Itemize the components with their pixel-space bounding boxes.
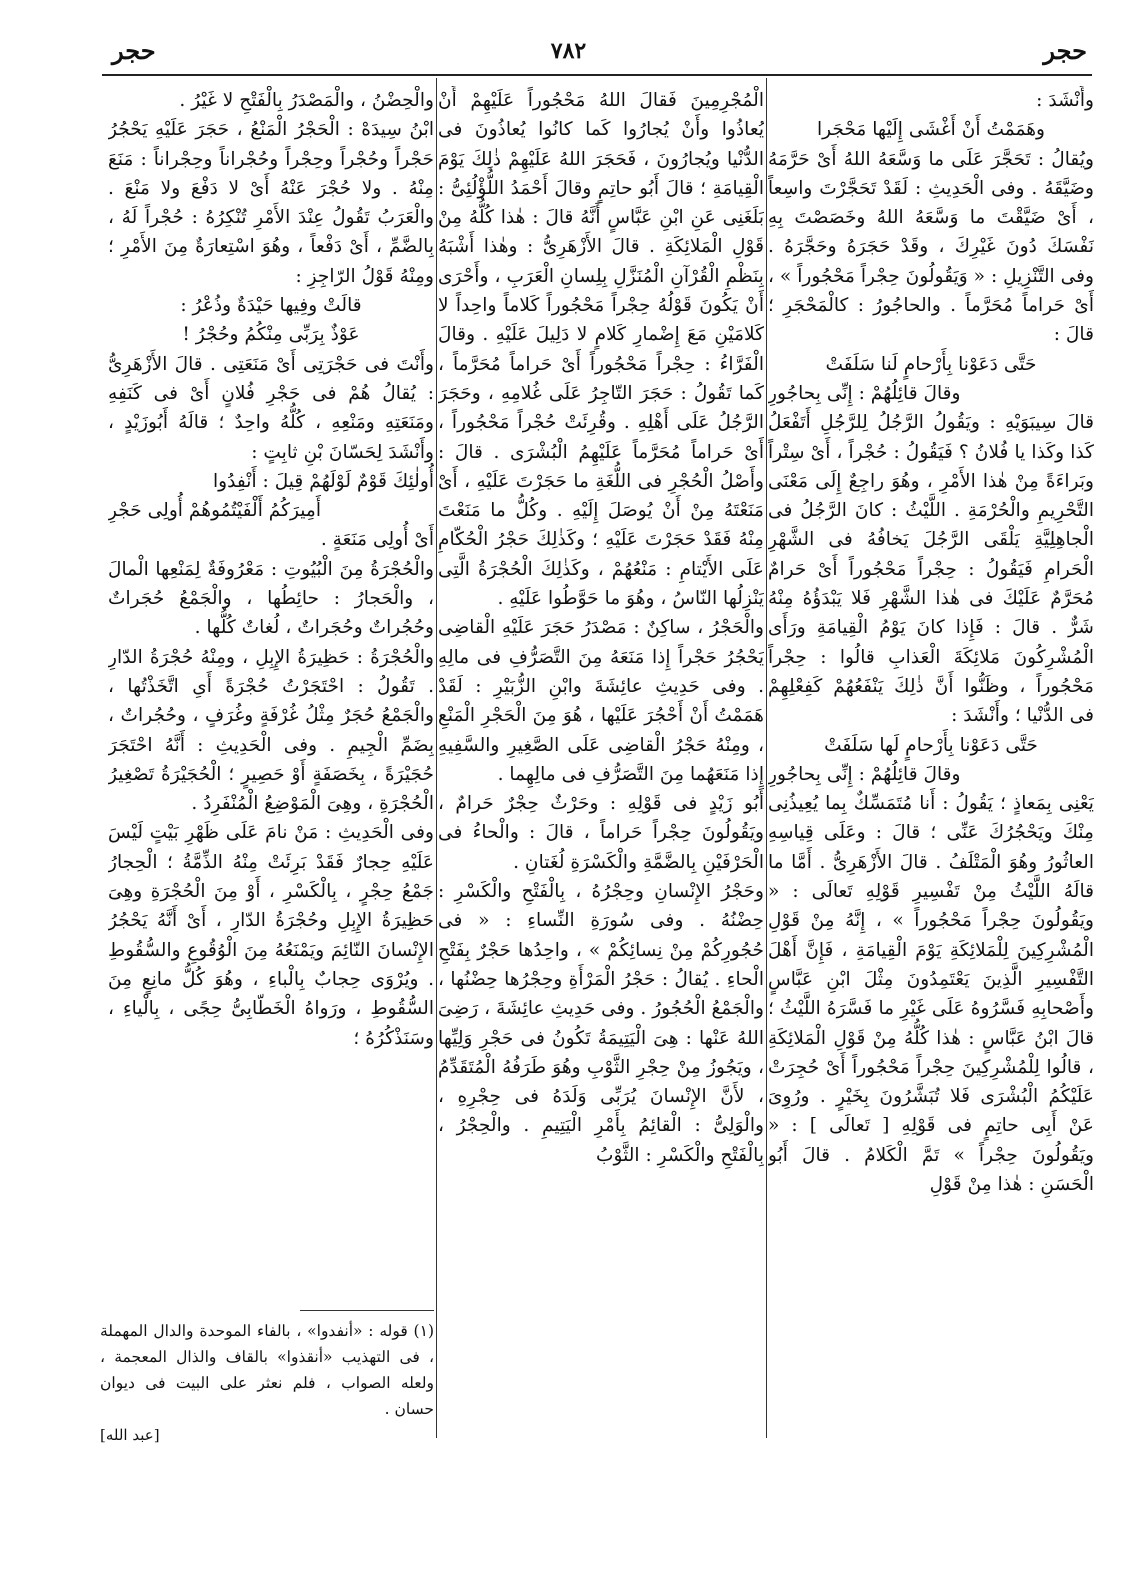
verse-line: وقالَ قائِلُهُمْ : إِنِّى بِحاجُورِ xyxy=(768,382,961,404)
paragraph: وحَجْرُ الإِنْسانِ وحِجْرُهُ ، بِالْفَتْحِ والْكَسْرِ : حِضْنُهُ . وفى سُورَةِ النِّساءِ : « فى حُجُورِكُمْ مِنْ نِسائِكُمْ » ، واحِدُها حَجْرٌ بِفَتْحِ الْحاءِ . يُقالُ : حَجْرُ الْمَرْأَةِ وحِجْرُها حِضْنُها ، والْجَمْعُ الْحُجُورُ . وفى حَدِيثِ عائِشَةَ ، رَضِىَ اللهُ عَنْها : هِىَ الْيَتِيمَةُ تَكُونُ فى حَجْرِ وَلِيِّها ، ويَجُوزُ مِنْ حِجْرِ الثَّوْبِ وهُوَ طَرَفُهُ الْمُتَقَدِّمُ ، لأَنَّ الإِنْسانَ يُرَبِّى وَلَدَهُ فى حِجْرِهِ ، والْوَلِىُّ : الْقائِمُ بِأَمْرِ الْيَتِيمِ . والْحِجْرُ ، بِالْفَتْحِ والْكَسْرِ : الثَّوْبُ xyxy=(438,881,764,1166)
verse-line: حَتَّى دَعَوْنا بِأَرْحامٍ لَنا سَلَفَتْ xyxy=(825,353,1037,375)
verse-line: وقالَ قائِلُهُمْ : إِنِّى بِحاجُورِ xyxy=(768,763,961,785)
paragraph: والْحُجْرَةُ : حَظِيرَةُ الإِبِلِ ، ومِنْهُ حُجْرَةُ الدّارِ . تَقُولُ : احْتَجَرْتُ حُجْرَةً أَىِ اتَّخَذْتُها ، والْجَمْعُ حُجَرٌ مِثْلُ غُرْفَةٍ وغُرَفٍ ، وحُجُراتٌ ، بِضَمِّ الْجِيمِ . وفى الْحَدِيثِ : أَنَّهُ احْتَجَرَ حُجَيْرَةً ، بِخَصَفَةٍ أَوْ حَصِيرٍ ؛ الْحُجَيْرَةُ تَصْغِيرُ الْحُجْرَةِ ، وهِىَ الْمَوْضِعُ الْمُنْفَرِدُ . xyxy=(108,646,434,815)
paragraph: يَعْنِى بِمَعاذٍ ؛ يَقُولُ : أَنا مُتَمَسِّكٌ بِما يُعِيذُنِى مِنْكَ ويَحْجُرُكَ عَنِّى ؛ قالَ : وعَلَى قِياسِهِ العاثُورُ وهُوَ الْمَتْلَفُ . قالَ الأَزْهَرِىُّ . أَمَّا ما قالَهُ اللَّيْثُ مِنْ تَفْسِيرِ قَوْلِهِ تَعالَى : « ويَقُولُونَ حِجْراً مَحْجُوراً » ، إِنَّهُ مِنْ قَوْلِ الْمُشْرِكِينَ لِلْمَلائِكَةِ يَوْمَ الْقِيامَةِ ، فَإِنَّ أَهْلَ التَّفْسِيرِ الَّذِينَ يَعْتَمِدُونَ مِثْلَ ابْنِ عَبَّاسٍ وأَصْحابِهِ فَسَّرُوهُ عَلَى غَيْرِ ما فَسَّرَهُ اللَّيْثُ ؛ قالَ ابْنُ عَبَّاسٍ : هٰذا كُلُّهُ مِنْ قَوْلِ الْمَلائِكَةِ ، قالُوا لِلْمُشْرِكِينَ حِجْراً مَحْجُوراً أَىْ حُجِرَتْ عَلَيْكُمُ الْبُشْرَى فَلا تُبَشَّرُونَ بِخَيْرٍ . ورُوِىَ عَنْ أَبِى حاتِمٍ فى قَوْلِهِ [ تَعالَى ] : « ويَقُولُونَ حِجْراً » تَمَّ الْكَلامُ . قالَ أَبُو الْحَسَنِ : هٰذا مِنْ قَوْلِ xyxy=(768,793,1094,1195)
header-rule xyxy=(102,74,1092,76)
column-divider-right xyxy=(766,78,767,1438)
footnote-rule xyxy=(300,1310,434,1311)
footnote xyxy=(100,1318,434,1448)
page-number: ٧٨٢ xyxy=(550,38,587,64)
header-entry-word-left: حجر xyxy=(112,36,156,65)
paragraph: الْمُجْرِمِينَ فَقالَ اللهُ مَحْجُوراً عَلَيْهِمْ أَنْ يُعاذُوا وأَنْ يُجارُوا كَما كانُوا يُعاذُونَ فى الدُّنْيا ويُجارُونَ ، فَحَجَرَ اللهُ عَلَيْهِمْ ذٰلِكَ يَوْمَ الْقِيامَةِ ؛ قالَ أَبُو حاتِمٍ وقالَ أَحْمَدُ اللُّؤْلُئِىُّ : بَلَغَنِى عَنِ ابْنِ عَبَّاسٍ أَنَّهُ قالَ : هٰذا كُلُّهُ مِنْ قَوْلِ الْمَلائِكَةِ . قالَ الأَزْهَرِىُّ : وهٰذا أَشْبَهُ بِنَظْمِ الْقُرْآنِ الْمُنَزَّلِ بِلِسانِ الْعَرَبِ ، وأَحْرَى أَنْ يَكُونَ قَوْلُهُ حِجْراً مَحْجُوراً كَلاماً واحِداً لا كَلامَيْنِ مَعَ إِضْمارِ كَلامٍ لا دَلِيلَ عَلَيْهِ . وقالَ الْفَرَّاءُ : حِجْراً مَحْجُوراً أَىْ حَراماً مُحَرَّماً ، كَما تَقُولُ : حَجَرَ التّاجِرُ عَلَى غُلامِهِ ، وحَجَرَ الرَّجُلُ عَلَى أَهْلِهِ . وقُرِئَتْ حُجْراً مَحْجُوراً ، أَىْ حَراماً مُحَرَّماً عَلَيْهِمُ الْبُشْرَى . قالَ : وأَصْلُ الْحُجْرِ فى اللُّغَةِ ما حَجَرْتَ عَلَيْهِ ، أَىْ مَنَعْتَهُ مِنْ أَنْ يُوصَلَ إِلَيْهِ . وكُلُّ ما مَنَعْتَ مِنْهُ فَقَدْ حَجَرْتَ عَلَيْهِ ؛ وكَذٰلِكَ حَجْرُ الْحُكّامِ عَلَى الأَيْتامِ : مَنْعُهُمْ ، وكَذٰلِكَ الْحُجْرَةُ الَّتِى يَنْزِلُها النّاسُ ، وهُوَ ما حَوَّطُوا عَلَيْهِ . xyxy=(438,90,764,610)
paragraph: أَبُو زَيْدٍ فى قَوْلِهِ : وحَرْثٌ حِجْرٌ حَرامٌ ، ويَقُولُونَ حِجْراً حَراماً ، قالَ : والْحاءُ فى الْحَرْفَيْنِ بِالضَّمَّةِ والْكَسْرَةِ لُغَتانِ . xyxy=(438,793,764,873)
paragraph: وفى الْحَدِيثِ : مَنْ نامَ عَلَى ظَهْرِ بَيْتٍ لَيْسَ عَلَيْهِ حِجارٌ فَقَدْ بَرِئَتْ مِنْهُ الذِّمَّةُ ؛ الْحِجارُ جَمْعُ حِجْرٍ ، بِالْكَسْرِ ، أَوْ مِنَ الْحُجْرَةِ وهِىَ حَظِيرَةُ الإِبِلِ وحُجْرَةُ الدّارِ ، أَىْ أَنَّهُ يَحْجُرُ الإِنْسانَ النّائِمَ ويَمْنَعُهُ مِنَ الْوُقُوعِ والسُّقُوطِ . ويُرْوَى حِجابٌ بِالْباءِ ، وهُوَ كُلُّ مانِعٍ مِنَ السُّقُوطِ ، ورَواهُ الْخَطّابِىُّ حِجًى ، بِالْياءِ ، وسَنَذْكُرُهُ ؛ xyxy=(108,822,434,1049)
column-left xyxy=(108,86,434,1426)
paragraph: ابْنُ سِيدَهْ : الْحَجْرُ الْمَنْعُ ، حَجَرَ عَلَيْهِ يَحْجُرُ حَجْراً وحُجْراً وحِجْراً وحُجْراناً وحِجْراناً : مَنَعَ مِنْهُ . ولا حُجْرَ عَنْهُ أَىْ لا دَفْعَ ولا مَنْعَ . والْعَرَبُ تَقُولُ عِنْدَ الأَمْرِ تُنْكِرُهُ : حُجْراً لَهُ ، بِالضَّمِّ ، أَىْ دَفْعاً ، وهُوَ اسْتِعارَةٌ مِنَ الأَمْرِ ؛ ومِنْهُ قَوْلُ الرّاجِزِ : xyxy=(108,119,434,287)
paragraph: والْحِضْنُ ، والْمَصْدَرُ بِالْفَتْحِ لا غَيْرُ . xyxy=(179,90,434,111)
paragraph: وأَنْتَ فى حَجْرَتِى أَىْ مَنَعَتِى . قالَ الأَزْهَرِىُّ : يُقالُ هُمْ فى حَجْرِ فُلانٍ أَىْ فى كَنَفِهِ ومَنَعَتِهِ ومَنْعِهِ ، كُلُّهُ واحِدٌ ؛ قالَهُ أَبُوزَيْدٍ ، وأَنْشَدَ لِحَسّانَ بْنِ ثابِتٍ : xyxy=(108,353,434,463)
footnote-editor: [عبد الله] xyxy=(100,1426,160,1444)
column-right xyxy=(768,86,1094,1526)
paragraph: قالَ سِيبَوَيْهِ : ويَقُولُ الرَّجُلُ لِلرَّجُلِ أَتَفْعَلُ كَذا وكَذا يا فُلانُ ؟ فَيَقُولُ : حُجْراً ، أَىْ سِتْراً وبَراءَةً مِنْ هٰذا الأَمْرِ ، وهُوَ راجِعٌ إِلَى مَعْنَى التَّحْرِيمِ والْحُرْمَةِ . اللَّيْثُ : كانَ الرَّجُلُ فى الْجاهِلِيَّةِ يَلْقَى الرَّجُلَ يَخافُهُ فى الشَّهْرِ الْحَرامِ فَيَقُولُ : حِجْراً مَحْجُوراً أَىْ حَرامٌ مُحَرَّمٌ عَلَيْكَ فى هٰذا الشَّهْرِ فَلا يَبْدَؤُهُ مِنْهُ شَرٌّ . قالَ : فَإِذا كانَ يَوْمُ الْقِيامَةِ ورَأَى الْمُشْرِكُونَ مَلائِكَةَ الْعَذابِ قالُوا : حِجْراً مَحْجُوراً ، وظَنُّوا أَنَّ ذٰلِكَ يَنْفَعُهُمْ كَفِعْلِهِمْ فى الدُّنْيا ؛ وأَنْشَدَ : xyxy=(768,412,1094,727)
column-middle xyxy=(438,86,764,1526)
column-divider-left xyxy=(436,78,437,1438)
verse-line: أَمِيرَكُمُ أَلْفَيْتُمُوهُمْ أُولِى حَجْرِ xyxy=(108,500,322,522)
verse-line: حَتَّى دَعَوْنا بِأَرْحامٍ لَها سَلَفَتْ xyxy=(824,734,1038,756)
paragraph: والْحَجْرُ ، ساكِنٌ : مَصْدَرُ حَجَرَ عَلَيْهِ الْقاضِى يَحْجُرُ حَجْراً إِذا مَنَعَهُ مِنَ التَّصَرُّفِ فى مالِهِ . وفى حَدِيثِ عائِشَةَ وابْنِ الزُّبَيْرِ : لَقَدْ هَمَمْتُ أَنْ أَحْجُرَ عَلَيْها ، هُوَ مِنَ الْحَجْرِ الْمَنْعِ ، ومِنْهُ حَجْرُ الْقاضِى عَلَى الصَّغِيرِ والسَّفِيهِ إِذا مَنَعَهُما مِنَ التَّصَرُّفِ فى مالِهِما . xyxy=(438,617,764,785)
paragraph: والْحُجْرَةُ مِنَ الْبُيُوتِ : مَعْرُوفَةٌ لِمَنْعِها الْمالَ ، والْحَجارُ : حائِطُها ، والْجَمْعُ حُجَراتٌ وحُجُراتٌ وحُجَراتٌ ، لُغاتٌ كُلُّها . xyxy=(108,558,434,639)
paragraph: وأَنْشَدَ : xyxy=(1036,90,1094,111)
paragraph: ويُقالُ : تَحَجَّرَ عَلَى ما وَسَّعَهُ اللهُ أَىْ حَرَّمَهُ وضَيَّقَهُ . وفى الْحَدِيثِ : لَقَدْ تَحَجَّرْتَ واسِعاً ، أَىْ ضَيَّقْتَ ما وَسَّعَهُ اللهُ وخَصَصْتَ بِهِ نَفْسَكَ دُونَ غَيْرِكَ ، وقَدْ حَجَرَهُ وحَجَّرَهُ . وفى التَّنْزِيلِ : « وَيَقُولُونَ حِجْراً مَحْجُوراً » ، أَىْ حَراماً مُحَرَّماً . والحاجُورُ : كالْمَحْجَرِ ؛ قالَ : xyxy=(768,148,1094,346)
paragraph: أَىْ أُولِى مَنَعَةٍ . xyxy=(320,529,434,551)
verse-line: أُولٰئِكَ قَوْمٌ لَوْلَهُمْ قِيلَ : أَنْفِدُوا xyxy=(212,470,434,492)
verse-line: قالَتْ وفِيها حَيْدَةٌ وذُعْرُ : xyxy=(180,295,362,317)
verse-line: وهَمَمْتُ أَنْ أَغْشَى إِلَيْها مَحْجَرا xyxy=(816,119,1046,141)
header-entry-word-right: حجر xyxy=(1043,36,1087,65)
footnote-text: (١) قوله : «أنفدوا» ، بالفاء الموحدة والدال المهملة ، فى التهذيب «أنقذوا» بالقاف والذال المعجمة ، ولعله الصواب ، فلم نعثر على البيت فى ديوان حسان . xyxy=(100,1322,434,1418)
verse-line: عَوْذٌ بِرَبِّى مِنْكُمُ وحُجْرُ ! xyxy=(182,324,360,346)
